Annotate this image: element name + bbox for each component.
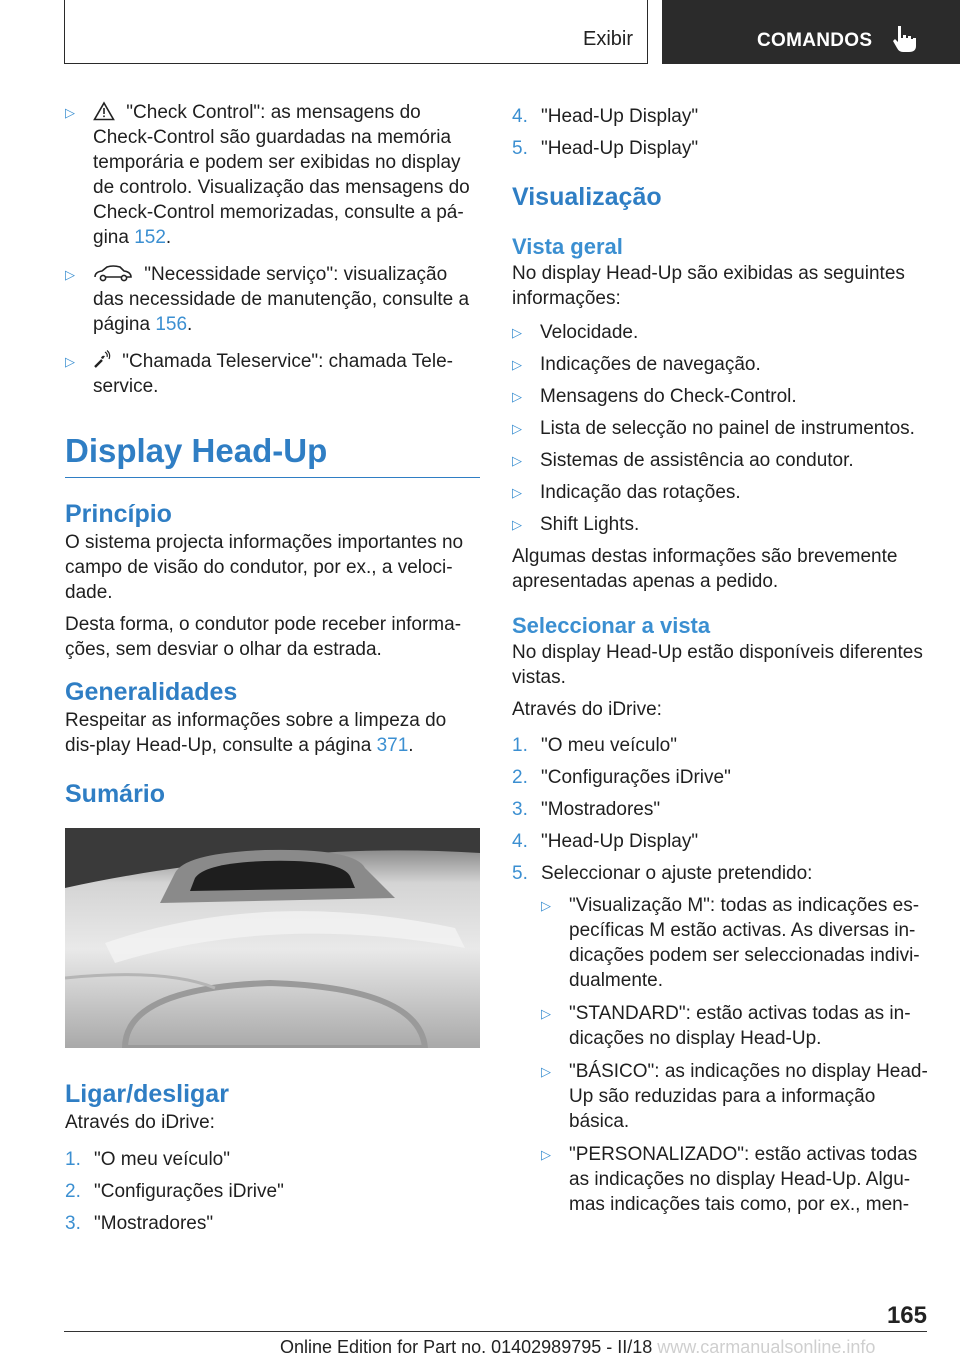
wrench-signal-icon xyxy=(93,350,111,370)
triangle-bullet-icon: ▷ xyxy=(512,485,522,500)
heading-vista-geral: Vista geral xyxy=(512,234,623,259)
triangle-bullet-icon: ▷ xyxy=(541,1064,551,1079)
list-item xyxy=(512,512,928,537)
step-text: "Mostradores" xyxy=(94,1213,214,1234)
triangle-bullet-icon: ▷ xyxy=(541,1147,551,1162)
option-text: "PERSONALIZADO": estão activas todas as indicações no display Head-Up. Algu-mas indicações tais como, por ex., men- xyxy=(569,1144,918,1215)
page-reference-link[interactable]: 152 xyxy=(134,227,166,248)
list-item-text: Lista de selecção no painel de instrumentos. xyxy=(540,418,915,439)
paragraph: No display Head-Up são exibidas as seguintes informações: xyxy=(512,263,905,309)
option-text: "STANDARD": estão activas todas as in-dicações no display Head-Up. xyxy=(569,1003,911,1049)
step-number: 3. xyxy=(512,799,528,820)
list-item-text: Sistemas de assistência ao condutor. xyxy=(540,450,854,471)
step-item xyxy=(512,104,928,129)
left-column xyxy=(65,100,480,1243)
option-text: "Visualização M": todas as indicações es-pecíficas M estão activas. As diversas in-dicações podem ser seleccionadas indivi-dualmente. xyxy=(569,895,920,991)
paragraph: No display Head-Up estão disponíveis diferentes vistas. xyxy=(512,642,923,688)
step-number: 4. xyxy=(512,831,528,852)
triangle-bullet-icon: ▷ xyxy=(541,1006,551,1021)
triangle-bullet-icon: ▷ xyxy=(512,357,522,372)
step-number: 1. xyxy=(512,735,528,756)
list-item-text: Shift Lights. xyxy=(540,514,640,535)
page-number: 165 xyxy=(886,1302,927,1329)
step-text: "O meu veículo" xyxy=(94,1149,230,1170)
list-item xyxy=(65,349,480,399)
triangle-bullet-icon: ▷ xyxy=(512,421,522,436)
paragraph: Desta forma, o condutor pode receber informa-ções, sem desviar o olhar da estrada. xyxy=(65,614,462,660)
header-chapter-tab xyxy=(662,0,960,64)
list-item xyxy=(65,262,480,337)
pointing-hand-icon xyxy=(890,24,920,54)
punctuation: . xyxy=(408,735,414,756)
page-reference-link[interactable]: 371 xyxy=(376,735,409,756)
step-number: 5. xyxy=(512,863,528,884)
paragraph: Através do iDrive: xyxy=(65,1112,215,1133)
head-up-display-photo xyxy=(65,828,480,1048)
option-item xyxy=(541,1059,928,1134)
list-item xyxy=(512,416,928,441)
triangle-bullet-icon: ▷ xyxy=(512,389,522,404)
paragraph: Algumas destas informações são brevemente apresentadas apenas a pedido. xyxy=(512,546,898,592)
bullet-text: "Chamada Teleservice": chamada Tele-service. xyxy=(93,351,453,397)
step-item xyxy=(512,733,928,758)
step-text: "Mostradores" xyxy=(541,799,661,820)
triangle-bullet-icon: ▷ xyxy=(65,105,75,120)
header-chapter-label: COMANDOS xyxy=(757,30,873,51)
step-number: 2. xyxy=(512,767,528,788)
step-number: 2. xyxy=(65,1181,81,1202)
list-item xyxy=(512,448,928,473)
step-number: 1. xyxy=(65,1149,81,1170)
step-text: Seleccionar o ajuste pretendido: xyxy=(541,863,813,884)
list-item-text: Indicação das rotações. xyxy=(540,482,741,503)
edition-text: Online Edition for Part no. 01402989795 - II/18 xyxy=(280,1337,653,1357)
bullet-text: "Check Control": as mensagens do Check-Control são guardadas na memória temporária e podem ser exibidas no display de controlo. Visualização das mensagens do Check-Control memorizadas, consulte a pá-gina xyxy=(93,102,470,248)
step-item xyxy=(512,829,928,854)
info-list xyxy=(512,320,928,537)
footer-divider xyxy=(64,1331,927,1332)
right-column xyxy=(512,104,928,1225)
step-number: 5. xyxy=(512,138,528,159)
step-number: 3. xyxy=(65,1213,81,1234)
list-item xyxy=(512,384,928,409)
option-item xyxy=(541,893,928,993)
punctuation: . xyxy=(165,227,172,248)
paragraph xyxy=(65,708,480,758)
list-item xyxy=(512,352,928,377)
step-item xyxy=(512,861,928,886)
option-item xyxy=(541,1142,928,1217)
list-item-text: Mensagens do Check-Control. xyxy=(540,386,797,407)
paragraph: O sistema projecta informações importantes no campo de visão do condutor, por ex., a veloci-dade. xyxy=(65,532,464,603)
triangle-bullet-icon: ▷ xyxy=(65,267,75,282)
list-item xyxy=(512,480,928,505)
triangle-bullet-icon: ▷ xyxy=(541,898,551,913)
step-text: "Head-Up Display" xyxy=(541,106,699,127)
option-item xyxy=(541,1001,928,1051)
triangle-bullet-icon: ▷ xyxy=(65,354,75,369)
heading-seleccionar-vista: Seleccionar a vista xyxy=(512,613,711,638)
bullet-text: "Necessidade serviço": visualização das necessidade de manutenção, consulte a página xyxy=(93,264,470,335)
step-text: "Head-Up Display" xyxy=(541,831,699,852)
step-text: "Configurações iDrive" xyxy=(94,1181,284,1202)
list-item-text: Velocidade. xyxy=(540,322,639,343)
header-section-box xyxy=(64,0,648,64)
heading-principio: Princípio xyxy=(65,500,172,528)
step-item xyxy=(65,1179,480,1204)
triangle-bullet-icon: ▷ xyxy=(512,453,522,468)
paragraph-text: Respeitar as informações sobre a limpeza do dis-play Head-Up, consulte a página xyxy=(65,710,447,756)
footer-edition xyxy=(280,1335,875,1360)
page-reference-link[interactable]: 156 xyxy=(155,314,188,335)
heading-sumario: Sumário xyxy=(65,780,166,808)
steps-list xyxy=(512,733,928,886)
step-number: 4. xyxy=(512,106,528,127)
title-divider xyxy=(65,477,480,478)
paragraph: Através do iDrive: xyxy=(512,699,662,720)
watermark: www.carmanualsonline.info xyxy=(657,1337,876,1357)
step-item xyxy=(65,1147,480,1172)
list-item xyxy=(512,320,928,345)
page-title: Display Head-Up xyxy=(65,432,328,469)
heading-ligar-desligar: Ligar/desligar xyxy=(65,1080,229,1108)
warning-triangle-icon xyxy=(93,101,115,121)
heading-visualizacao: Visualização xyxy=(512,183,662,211)
step-text: "O meu veículo" xyxy=(541,735,677,756)
triangle-bullet-icon: ▷ xyxy=(512,517,522,532)
step-text: "Head-Up Display" xyxy=(541,138,699,159)
header-section-label: Exibir xyxy=(582,28,633,50)
option-text: "BÁSICO": as indicações no display Head-Up são reduzidas para a informação básica. xyxy=(569,1061,928,1132)
step-item xyxy=(512,136,928,161)
section-display-head-up xyxy=(65,431,480,478)
heading-generalidades: Generalidades xyxy=(65,678,238,706)
list-item-text: Indicações de navegação. xyxy=(540,354,761,375)
car-outline-icon xyxy=(93,263,133,283)
step-text: "Configurações iDrive" xyxy=(541,767,731,788)
step-item xyxy=(65,1211,480,1236)
triangle-bullet-icon: ▷ xyxy=(512,325,522,340)
options-list xyxy=(541,893,928,1217)
list-item xyxy=(65,100,480,250)
punctuation: . xyxy=(187,314,193,335)
step-item xyxy=(512,797,928,822)
step-item xyxy=(512,765,928,790)
